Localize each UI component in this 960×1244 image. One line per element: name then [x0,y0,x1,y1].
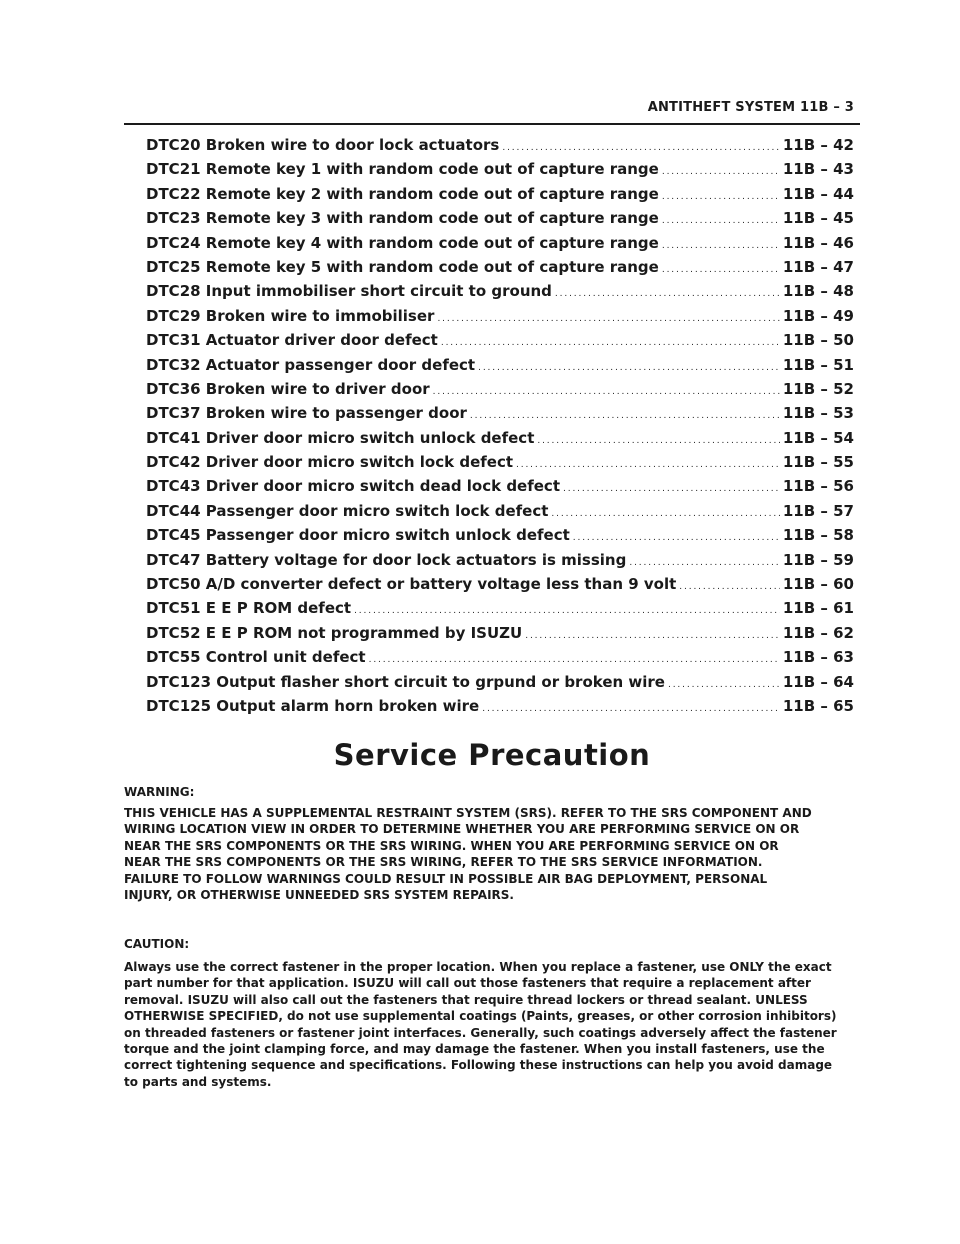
toc-entry-title: DTC50 A/D converter defect or battery voltage less than 9 volt [146,575,677,594]
toc-leader-dots [662,185,780,203]
toc-entry [146,307,854,331]
toc-entry-title: DTC42 Driver door micro switch lock defect [146,453,514,472]
toc-leader-dots [662,234,780,252]
toc-entry-title: DTC123 Output flasher short circuit to grpund or broken wire [146,672,665,691]
toc-leader-dots [662,160,780,178]
toc-leader-dots [555,282,780,300]
toc-entry [146,282,854,306]
toc-entry-page: 11B – 59 [782,550,854,569]
toc-entry [146,160,854,184]
toc-entry-page: 11B – 51 [782,355,854,374]
toc-entry [146,673,854,697]
toc-entry [146,551,854,575]
toc-entry-page: 11B – 42 [782,136,854,154]
header-text: ANTITHEFT SYSTEM 11B – 3 [647,100,854,115]
toc-entry-title: DTC52 E E P ROM not programmed by ISUZU [146,623,523,642]
toc-leader-dots [437,307,779,325]
toc-leader-dots [563,477,780,495]
section-title: Service Precaution [333,738,651,772]
toc-entry-page: 11B – 62 [782,623,854,642]
toc-entry [146,453,854,477]
toc-entry-page: 11B – 60 [782,575,854,594]
toc-entry [146,380,854,404]
toc-entry-title: DTC55 Control unit defect [146,648,366,667]
toc-entry-title: DTC45 Passenger door micro switch unlock defect [146,526,570,545]
warning-line: FAILURE TO FOLLOW WARNINGS COULD RESULT IN POSSIBLE AIR BAG DEPLOYMENT, PERSONAL [124,871,768,886]
caution-label: CAUTION: [124,937,190,951]
caution-line: Always use the correct fastener in the proper location. When you replace a fastener, use ONLY the exact [124,960,832,974]
caution-line: OTHERWISE SPECIFIED, do not use supplemental coatings (Paints, greases, or other corrosion inhibitors) [124,1009,837,1024]
toc-entry-title: DTC31 Actuator driver door defect [146,331,438,350]
toc-entry-page: 11B – 52 [782,379,854,398]
toc-entry [146,185,854,209]
toc-leader-dots [629,551,780,569]
toc-entry-page: 11B – 53 [782,404,854,423]
toc-entry [146,575,854,599]
toc-leader-dots [662,258,780,276]
toc-entry-page: 11B – 57 [782,501,854,520]
toc-entry [146,697,854,721]
toc-entry-title: DTC37 Broken wire to passenger door [146,404,467,423]
toc-leader-dots [537,429,780,447]
toc-entry [146,477,854,501]
caution-text [124,959,864,1090]
toc-leader-dots [502,136,780,154]
toc-entry-page: 11B – 49 [782,306,854,325]
toc-entry [146,234,854,258]
warning-line: NEAR THE SRS COMPONENTS OR THE SRS WIRING, REFER TO THE SRS SERVICE INFORMATION. [124,855,763,870]
toc-entry-page: 11B – 45 [782,209,854,228]
toc-leader-dots [354,599,780,617]
caution-line: to parts and systems. [124,1074,272,1089]
toc-entry [146,404,854,428]
toc-leader-dots [369,648,780,666]
toc-entry-page: 11B – 55 [782,453,854,472]
warning-label: WARNING: [124,785,195,799]
toc-leader-dots [441,331,780,349]
toc-entry-title: DTC24 Remote key 4 with random code out of capture range [146,233,659,252]
toc-entry [146,648,854,672]
toc-entry [146,331,854,355]
toc-entry [146,429,854,453]
toc-leader-dots [433,380,780,398]
toc-entry-page: 11B – 56 [782,477,854,496]
caution-line: part number for that application. ISUZU will call out those fasteners that require a replacement after [124,976,811,991]
toc-entry-title: DTC29 Broken wire to immobiliser [146,306,435,325]
toc-leader-dots [470,404,780,422]
toc-entry-title: DTC25 Remote key 5 with random code out of capture range [146,257,659,276]
toc-entry [146,258,854,282]
toc-entry-page: 11B – 65 [782,696,854,715]
toc-entry [146,136,854,160]
toc-entry-page: 11B – 47 [782,257,854,276]
toc-entry [146,526,854,550]
toc-entry-title: DTC28 Input immobiliser short circuit to ground [146,282,552,301]
toc-entry-title: DTC43 Driver door micro switch dead lock defect [146,477,560,496]
toc-entry-title: DTC22 Remote key 2 with random code out of capture range [146,184,659,203]
toc-entry-title: DTC44 Passenger door micro switch lock defect [146,501,549,520]
toc-leader-dots [525,624,780,642]
toc-entry [146,624,854,648]
toc-leader-dots [662,209,780,227]
table-of-contents [146,136,854,721]
toc-entry-page: 11B – 63 [782,648,854,667]
warning-line: NEAR THE SRS COMPONENTS OR THE SRS WIRING. WHEN YOU ARE PERFORMING SERVICE ON OR [124,838,779,853]
caution-line: removal. ISUZU will also call out the fasteners that require thread lockers or thread sealant. UNLESS [124,992,808,1007]
toc-leader-dots [551,502,779,520]
toc-entry-title: DTC20 Broken wire to door lock actuators [146,136,500,154]
page-header [124,97,860,125]
warning-line: INJURY, OR OTHERWISE UNNEEDED SRS SYSTEM REPAIRS. [124,888,514,903]
toc-entry-title: DTC125 Output alarm horn broken wire [146,696,480,715]
toc-entry-title: DTC36 Broken wire to driver door [146,379,430,398]
toc-leader-dots [668,673,780,691]
toc-entry-page: 11B – 61 [782,599,854,618]
toc-leader-dots [679,575,780,593]
toc-entry-page: 11B – 46 [782,233,854,252]
toc-entry-page: 11B – 48 [782,282,854,301]
toc-entry [146,502,854,526]
toc-leader-dots [478,356,780,374]
toc-entry-page: 11B – 64 [782,672,854,691]
toc-entry-title: DTC32 Actuator passenger door defect [146,355,476,374]
warning-text [124,805,864,903]
caution-line: torque and the joint clamping force, and may damage the fastener. When you install fasteners, use the [124,1042,825,1057]
toc-leader-dots [482,697,780,715]
toc-entry-title: DTC51 E E P ROM defect [146,599,352,618]
warning-line: WIRING LOCATION VIEW IN ORDER TO DETERMINE WHETHER YOU ARE PERFORMING SERVICE ON OR [124,822,800,837]
toc-leader-dots [573,526,780,544]
toc-entry [146,599,854,623]
toc-entry-page: 11B – 43 [782,160,854,179]
toc-entry-title: DTC41 Driver door micro switch unlock defect [146,428,535,447]
toc-entry [146,356,854,380]
toc-entry-page: 11B – 50 [782,331,854,350]
toc-entry-page: 11B – 44 [782,184,854,203]
toc-entry [146,209,854,233]
caution-line: correct tightening sequence and specifications. Following these instructions can help you avoid damage [124,1058,833,1073]
toc-leader-dots [516,453,780,471]
toc-entry-page: 11B – 54 [782,428,854,447]
warning-line: THIS VEHICLE HAS A SUPPLEMENTAL RESTRAINT SYSTEM (SRS). REFER TO THE SRS COMPONENT AND [124,806,812,820]
toc-entry-page: 11B – 58 [782,526,854,545]
toc-entry-title: DTC47 Battery voltage for door lock actuators is missing [146,550,627,569]
toc-entry-title: DTC21 Remote key 1 with random code out of capture range [146,160,659,179]
toc-entry-title: DTC23 Remote key 3 with random code out of capture range [146,209,659,228]
caution-line: on threaded fasteners or fastener joint interfaces. Generally, such coatings adversely affect the fastener [124,1025,837,1040]
